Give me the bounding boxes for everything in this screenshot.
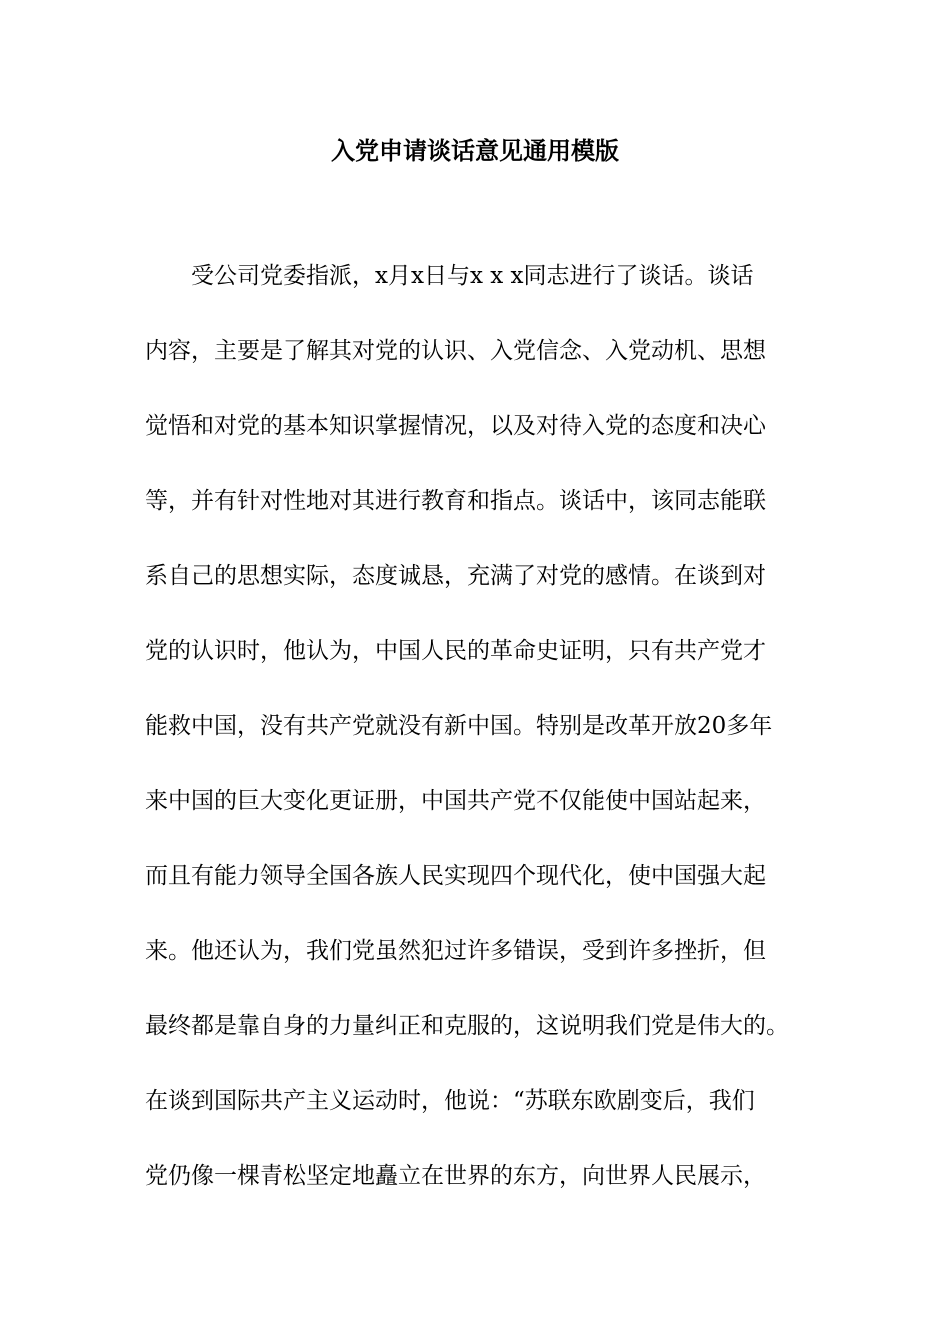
body-line: 在谈到国际共产主义运动时，他说：“苏联东欧剧变后，我们 [145,1088,755,1114]
document-body [145,256,825,1231]
document-title: 入党申请谈话意见通用模版 [331,136,619,165]
body-line: 能救中国，没有共产党就没有新中国。特别是改革开放20多年 [145,713,773,739]
body-line: 系自己的思想实际，态度诚恳，充满了对党的感情。在谈到对 [145,563,766,589]
body-line: 来中国的巨大变化更证册，中国共产党不仅能使中国站起来， [145,788,766,814]
body-line: 觉悟和对党的基本知识掌握情况，以及对待入党的态度和决心 [145,413,766,439]
body-line: 内容，主要是了解其对党的认识、入党信念、入党动机、思想 [145,338,766,364]
body-line: 而且有能力领导全国各族人民实现四个现代化，使中国强大起 [145,863,766,889]
body-line: 来。他还认为，我们党虽然犯过许多错误，受到许多挫折，但 [145,938,766,964]
body-line: 党的认识时，他认为，中国人民的革命史证明，只有共产党才 [145,638,766,664]
body-line: 党仍像一棵青松坚定地矗立在世界的东方，向世界人民展示， [145,1163,766,1189]
body-line: 受公司党委指派，x月x日与x x x同志进行了谈话。谈话 [191,263,754,289]
body-line: 等，并有针对性地对其进行教育和指点。谈话中，该同志能联 [145,488,766,514]
body-line: 最终都是靠自身的力量纠正和克服的，这说明我们党是伟大的。 [145,1013,789,1039]
